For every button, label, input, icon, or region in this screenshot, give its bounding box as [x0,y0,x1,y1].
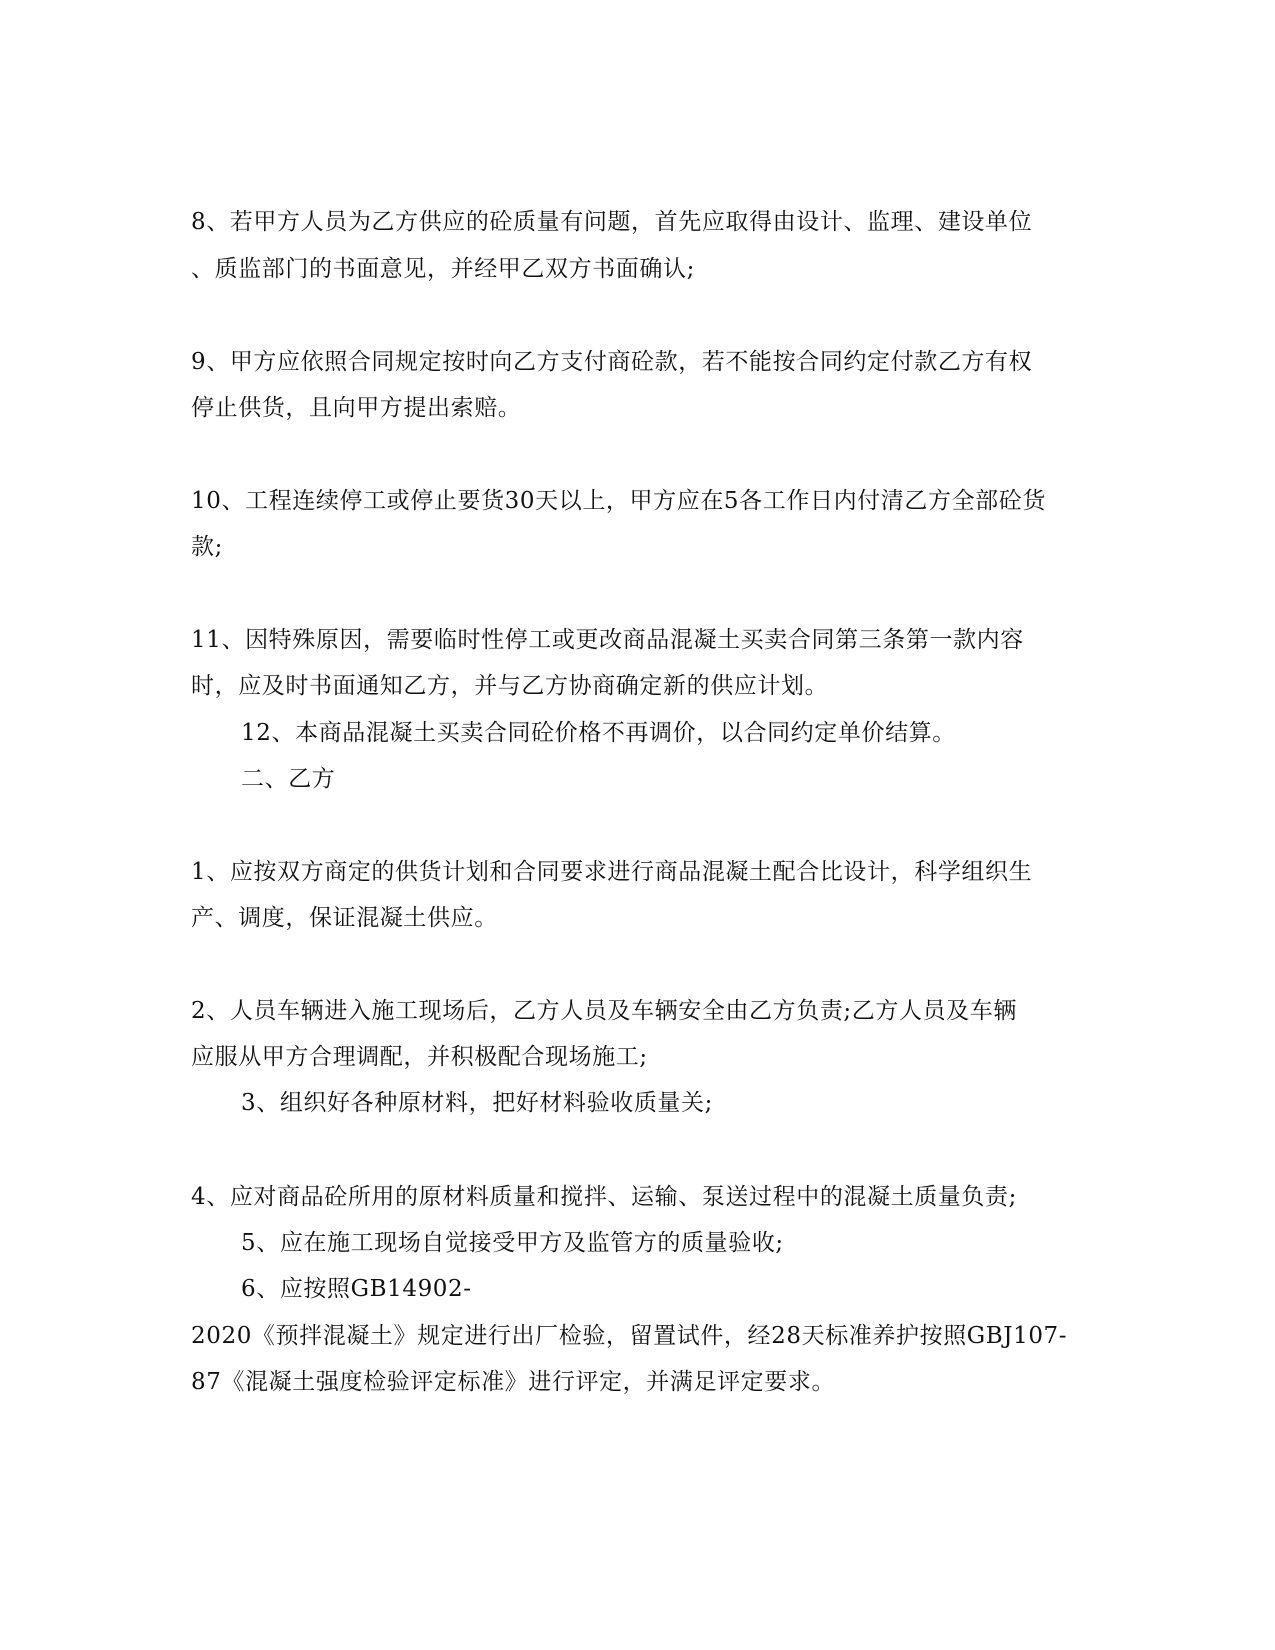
section-heading-party-b: 二、乙方 [241,766,336,792]
clause-9-line-1: 9、甲方应依照合同规定按时向乙方支付商砼款，若不能按合同约定付款乙方有权 [191,349,1033,375]
party-b-clause-6-line-1: 6、应按照GB14902- [241,1276,472,1302]
clause-10-line-1: 10、工程连续停工或停止要货30天以上，甲方应在5各工作日内付清乙方全部砼货 [191,488,1046,514]
party-b-clause-1-line-2: 产、调度，保证混凝土供应。 [191,905,498,931]
party-b-clause-1-line-1: 1、应按双方商定的供货计划和合同要求进行商品混凝土配合比设计，科学组织生 [191,859,1033,885]
party-b-clause-4: 4、应对商品砼所用的原材料质量和搅拌、运输、泵送过程中的混凝土质量负责; [191,1184,1017,1210]
clause-12: 12、本商品混凝土买卖合同砼价格不再调价，以合同约定单价结算。 [241,720,956,746]
party-b-clause-2-line-1: 2、人员车辆进入施工现场后，乙方人员及车辆安全由乙方负责;乙方人员及车辆 [191,998,1017,1024]
party-b-clause-5: 5、应在施工现场自觉接受甲方及监管方的质量验收; [241,1230,784,1256]
clause-8-line-1: 8、若甲方人员为乙方供应的砼质量有问题，首先应取得由设计、监理、建设单位 [191,209,1033,235]
party-b-clause-2-line-2: 应服从甲方合理调配，并积极配合现场施工; [191,1044,648,1070]
party-b-clause-6-line-3: 87《混凝土强度检验评定标准》进行评定，并满足评定要求。 [191,1369,836,1395]
clause-9-line-2: 停止供货，且向甲方提出索赔。 [191,395,522,421]
party-b-clause-3: 3、组织好各种原材料，把好材料验收质量关; [241,1090,713,1116]
clause-11-line-2: 时，应及时书面通知乙方，并与乙方协商确定新的供应计划。 [191,673,829,699]
clause-11-line-1: 11、因特殊原因，需要临时性停工或更改商品混凝土买卖合同第三条第一款内容 [191,627,1024,653]
clause-10-line-2: 款; [191,534,223,560]
clause-8-line-2: 、质监部门的书面意见，并经甲乙双方书面确认; [191,256,695,282]
party-b-clause-6-line-2: 2020《预拌混凝土》规定进行出厂检验，留置试件，经28天标准养护按照GBJ107- [191,1323,1068,1349]
